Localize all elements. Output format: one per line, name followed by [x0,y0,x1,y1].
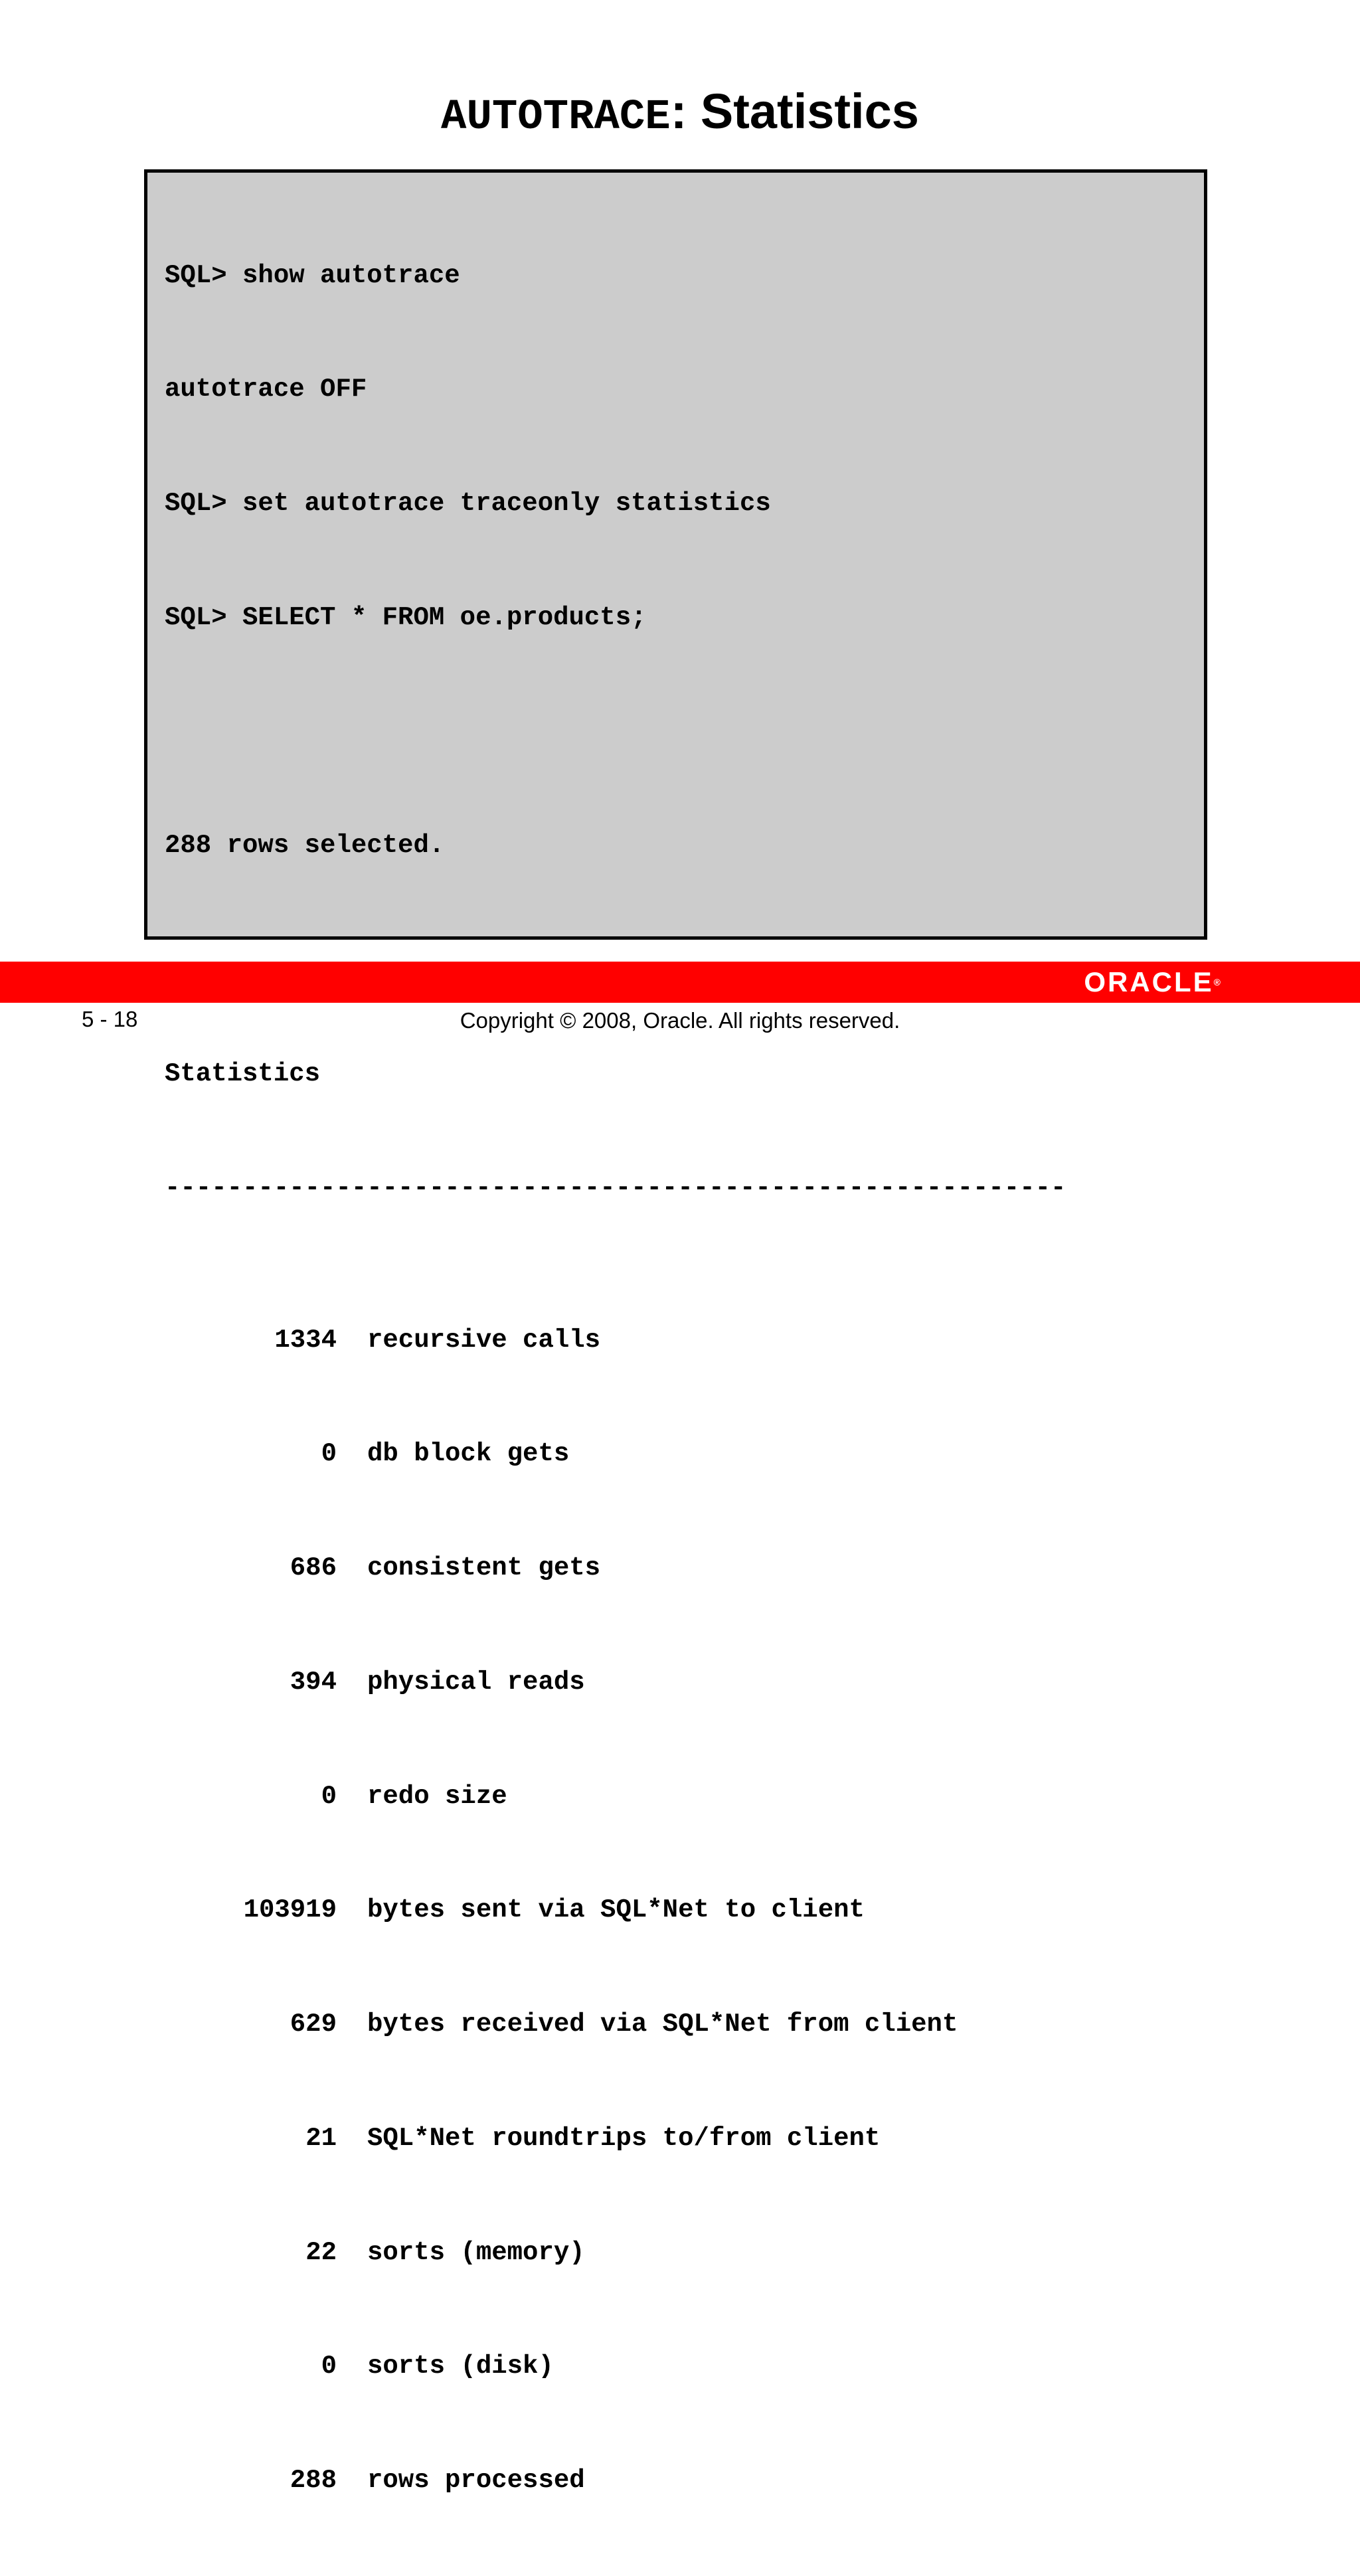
registered-mark: ® [1213,977,1221,987]
slide-title [0,80,1360,149]
stat-value: 0 [321,2352,337,2381]
stat-value: 686 [290,1553,337,1583]
stat-row [165,1664,1066,1701]
code-line: SQL> SELECT * FROM oe.products; [165,602,647,632]
code-listing [165,181,1066,2576]
slide-title-text: : Statistics [670,84,919,139]
stat-row [165,1549,1066,1587]
stat-row [165,1322,1066,1359]
stat-label: rows processed [367,2466,585,2495]
stat-value: 394 [290,1667,337,1697]
stat-row [165,2234,1066,2272]
stat-label: bytes sent via SQL*Net to client [367,1895,865,1925]
stat-value: 103919 [243,1895,337,1925]
stat-row [165,2006,1066,2043]
stat-label: sorts (disk) [367,2352,554,2381]
stat-value: 21 [305,2123,337,2153]
stat-label: recursive calls [367,1325,601,1355]
stat-label: db block gets [367,1439,570,1469]
stat-label: bytes received via SQL*Net from client [367,2010,958,2039]
slide-title-command: AUTOTRACE [441,94,671,141]
code-line: SQL> show autotrace [165,260,460,290]
stat-value: 629 [290,2010,337,2039]
stat-value: 0 [321,1781,337,1811]
oracle-logo [1084,968,1221,996]
stat-row [165,1435,1066,1473]
copyright-notice: Copyright © 2008, Oracle. All rights reserved. [460,1008,900,1033]
stat-row [165,1778,1066,1816]
stat-label: physical reads [367,1667,585,1697]
stat-value: 1334 [274,1325,337,1355]
stat-row [165,1891,1066,1929]
statistics-heading: Statistics [165,1059,321,1088]
stat-label: sorts (memory) [367,2237,585,2267]
stat-row [165,2462,1066,2500]
stat-value: 288 [290,2466,337,2495]
stat-label: SQL*Net roundtrips to/from client [367,2123,881,2153]
stat-label: redo size [367,1781,507,1811]
stat-value: 0 [321,1439,337,1469]
statistics-divider: ---------------------------------------------------------- [165,1173,1066,1203]
stat-row [165,2348,1066,2385]
code-line: SQL> set autotrace traceonly statistics [165,489,771,518]
code-line: autotrace OFF [165,375,367,404]
stat-row [165,2120,1066,2158]
page-number: 5 - 18 [82,1007,138,1031]
oracle-logo-text: ORACLE [1084,966,1214,997]
stat-value: 22 [305,2237,337,2267]
stat-label: consistent gets [367,1553,601,1583]
code-line: 288 rows selected. [165,831,445,861]
code-line-blank [165,713,1066,751]
